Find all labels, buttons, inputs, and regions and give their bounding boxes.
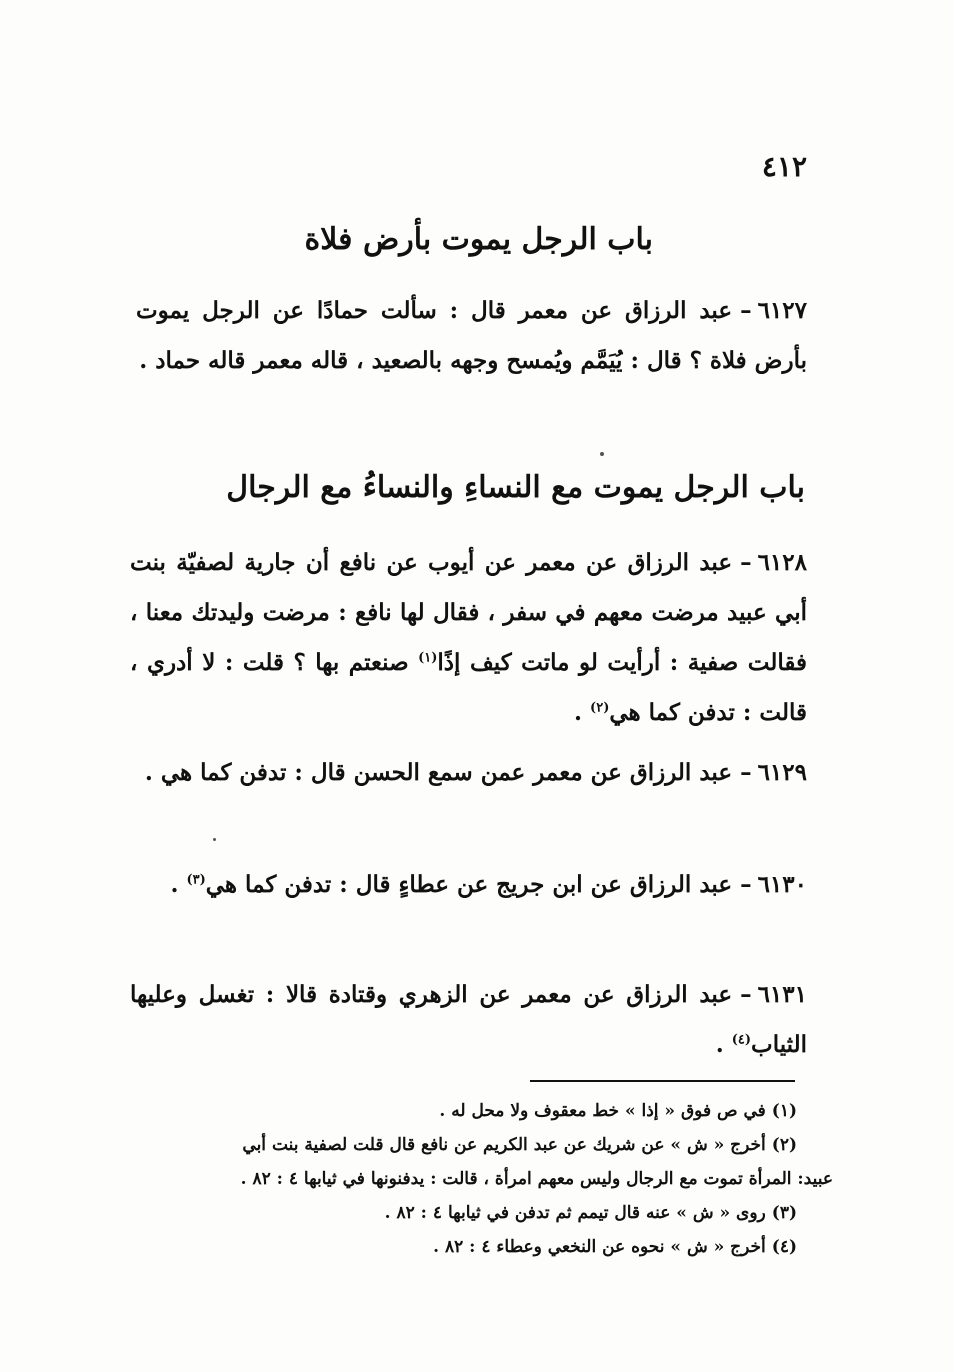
entry-dash: –	[740, 759, 752, 786]
entry-end: .	[170, 871, 187, 898]
footnote-3	[120, 1196, 797, 1230]
footnote-text: أخرج « ش » عن شريك عن عبد الكريم عن نافع قال قلت لصفية بنت أبي	[242, 1135, 766, 1155]
footnote-1	[120, 1094, 797, 1128]
scan-speck	[213, 838, 216, 841]
page-number: ٤١٢	[761, 150, 807, 183]
hadith-entry-6128	[130, 538, 807, 738]
entry-dash: –	[740, 871, 752, 898]
entry-text-cont: صنعتم بها ؟ قلت : لا أدري ، قالت : تدفن كما هي	[130, 649, 807, 726]
entry-number: ٦١٢٨	[757, 549, 807, 576]
hadith-entry-6131	[130, 970, 807, 1070]
entry-text: عبد الرزاق عن ابن جريج عن عطاءٍ قال : تدفن كما هي	[205, 871, 733, 898]
footnote-4	[120, 1230, 797, 1264]
footnotes	[120, 1094, 833, 1264]
hadith-entry-6127	[136, 286, 807, 386]
entry-text: عبد الرزاق عن معمر عن أيوب عن نافع أن جارية لصفيّة بنت أبي عبيد مرضت معهم في سفر ، فقال لها نافع : مرضت وليدتك معنا ، فقالت صفية : أرأيت لو ماتت كيف إذًا	[130, 549, 807, 676]
entry-text: عبد الرزاق عن معمر عن الزهري وقتادة قالا : تغسل وعليها الثياب	[130, 981, 807, 1058]
footnote-text: في ص فوق « إذا » خط معقوف ولا محل له .	[439, 1101, 766, 1121]
footnote-ref-4: (٤)	[731, 1032, 752, 1048]
entry-end: .	[574, 699, 591, 726]
entry-dash: –	[740, 549, 752, 576]
hadith-entry-6130	[130, 860, 807, 910]
footnote-text: أخرج « ش » نحوه عن النخعي وعطاء ٤ : ٨٢ .	[433, 1237, 766, 1257]
scan-speck	[600, 452, 604, 456]
entry-number: ٦١٣٠	[757, 871, 807, 898]
entry-end: .	[715, 1031, 732, 1058]
section-heading-2: باب الرجل يموت مع النساءِ والنساءُ مع الرجال	[226, 470, 805, 505]
footnote-number: (٢)	[771, 1135, 797, 1155]
footnote-ref-2: (٢)	[590, 700, 610, 716]
footnote-text: عبيد: المرأة تموت مع الرجال وليس معهم امرأة ، قالت : يدفنونها في ثيابها ٤ : ٨٢ .	[240, 1169, 833, 1189]
footnote-separator	[530, 1080, 795, 1082]
entry-dash: –	[740, 981, 752, 1008]
hadith-entry-6129	[130, 748, 807, 798]
footnote-number: (٣)	[771, 1203, 797, 1223]
section-heading-1: باب الرجل يموت بأرض فلاة	[304, 222, 653, 257]
entry-text: عبد الرزاق عن معمر قال : سألت حمادًا عن الرجل يموت بأرض فلاة ؟ قال : يُيَمَّم ويُمسح وجهه بالصعيد ، قاله معمر قاله حماد .	[136, 297, 807, 374]
entry-number: ٦١٣١	[757, 981, 807, 1008]
footnote-text: روى « ش » عنه قال تيمم ثم تدفن في ثيابها ٤ : ٨٢ .	[384, 1203, 766, 1223]
footnote-ref-1: (١)	[418, 650, 438, 666]
footnote-2	[120, 1128, 797, 1162]
entry-text: عبد الرزاق عن معمر عمن سمع الحسن قال : تدفن كما هي .	[144, 759, 733, 786]
entry-number: ٦١٢٩	[757, 759, 807, 786]
entry-dash: –	[740, 297, 752, 324]
footnote-2-continued	[120, 1162, 833, 1196]
footnote-number: (١)	[771, 1101, 797, 1121]
entry-number: ٦١٢٧	[757, 297, 807, 324]
footnote-number: (٤)	[771, 1237, 797, 1257]
footnote-ref-3: (٣)	[186, 872, 206, 888]
